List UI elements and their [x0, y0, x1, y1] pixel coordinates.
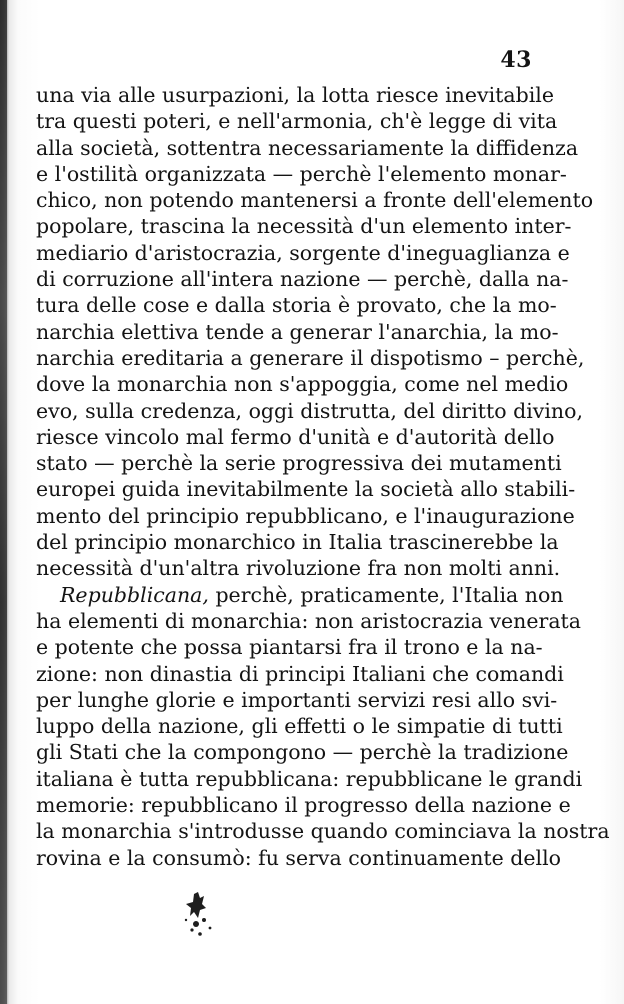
text-line: zione: non dinastia di principi Italiani che comandi [36, 661, 564, 686]
text-line: del principio monarchico in Italia trascinerebbe la [36, 530, 559, 555]
text-line: narchia ereditaria a generare il dispotismo – perchè, [36, 345, 585, 370]
text-line: chico, non potendo mantenersi a fronte dell'elemento [36, 188, 594, 213]
emphasized-word: Repubblicana, [60, 582, 209, 607]
text-line: evo, sulla credenza, oggi distrutta, del diritto divino, [36, 398, 583, 423]
paragraph-1 [36, 82, 594, 582]
text-line: necessità d'un'altra rivoluzione fra non molti anni. [36, 556, 561, 581]
text-line: e potente che possa piantarsi fra il trono e la na- [36, 635, 543, 660]
text-line-first [36, 582, 564, 608]
text-line: memorie: repubblicano il progresso della nazione e [36, 793, 571, 818]
paragraph-2 [36, 582, 610, 871]
ink-blot-mark [176, 890, 224, 940]
text-line: popolare, trascina la necessità d'un elemento inter- [36, 214, 572, 239]
text-line: alla società, sottentra necessariamente la diffidenza [36, 135, 579, 160]
text-line: italiana è tutta repubblicana: repubblicane le grandi [36, 766, 583, 791]
text-line: narchia elettiva tende a generar l'anarchia, la mo- [36, 319, 559, 344]
text-line: riesce vincolo mal fermo d'unità e d'autorità dello [36, 424, 555, 449]
book-spine-shadow [0, 0, 7, 1004]
text-line: tura delle cose e dalla storia è provato, che la mo- [36, 293, 557, 318]
text-line: la monarchia s'introdusse quando cominciava la nostra [36, 819, 610, 844]
text-line: europei guida inevitabilmente la società allo stabili- [36, 477, 576, 502]
page-number: 43 [500, 47, 532, 73]
text-line: luppo della nazione, gli effetti o le simpatie di tutti [36, 714, 563, 739]
text-line: per lunghe glorie e importanti servizi resi allo svi- [36, 687, 558, 712]
body-text [36, 82, 610, 871]
text-line: mediario d'aristocrazia, sorgente d'ineguaglianza e [36, 240, 570, 265]
text-line: una via alle usurpazioni, la lotta riesce inevitabile [36, 83, 554, 107]
text-line: dove la monarchia non s'appoggia, come nel medio [36, 372, 569, 397]
text-line: di corruzione all'intera nazione — perchè, dalla na- [36, 267, 569, 292]
text-line: stato — perchè la serie progressiva dei mutamenti [36, 451, 562, 476]
text-line: mento del principio repubblicano, e l'inaugurazione [36, 503, 575, 528]
text-line: e l'ostilità organizzata — perchè l'elemento monar- [36, 161, 567, 186]
text-line-rest: perchè, praticamente, l'Italia non [215, 582, 564, 607]
text-line: gli Stati che la compongono — perchè la tradizione [36, 740, 569, 765]
text-line: rovina e la consumò: fu serva continuamente dello [36, 845, 562, 870]
text-line: ha elementi di monarchia: non aristocrazia venerata [36, 608, 582, 633]
text-line: tra questi poteri, e nell'armonia, ch'è legge di vita [36, 109, 558, 134]
